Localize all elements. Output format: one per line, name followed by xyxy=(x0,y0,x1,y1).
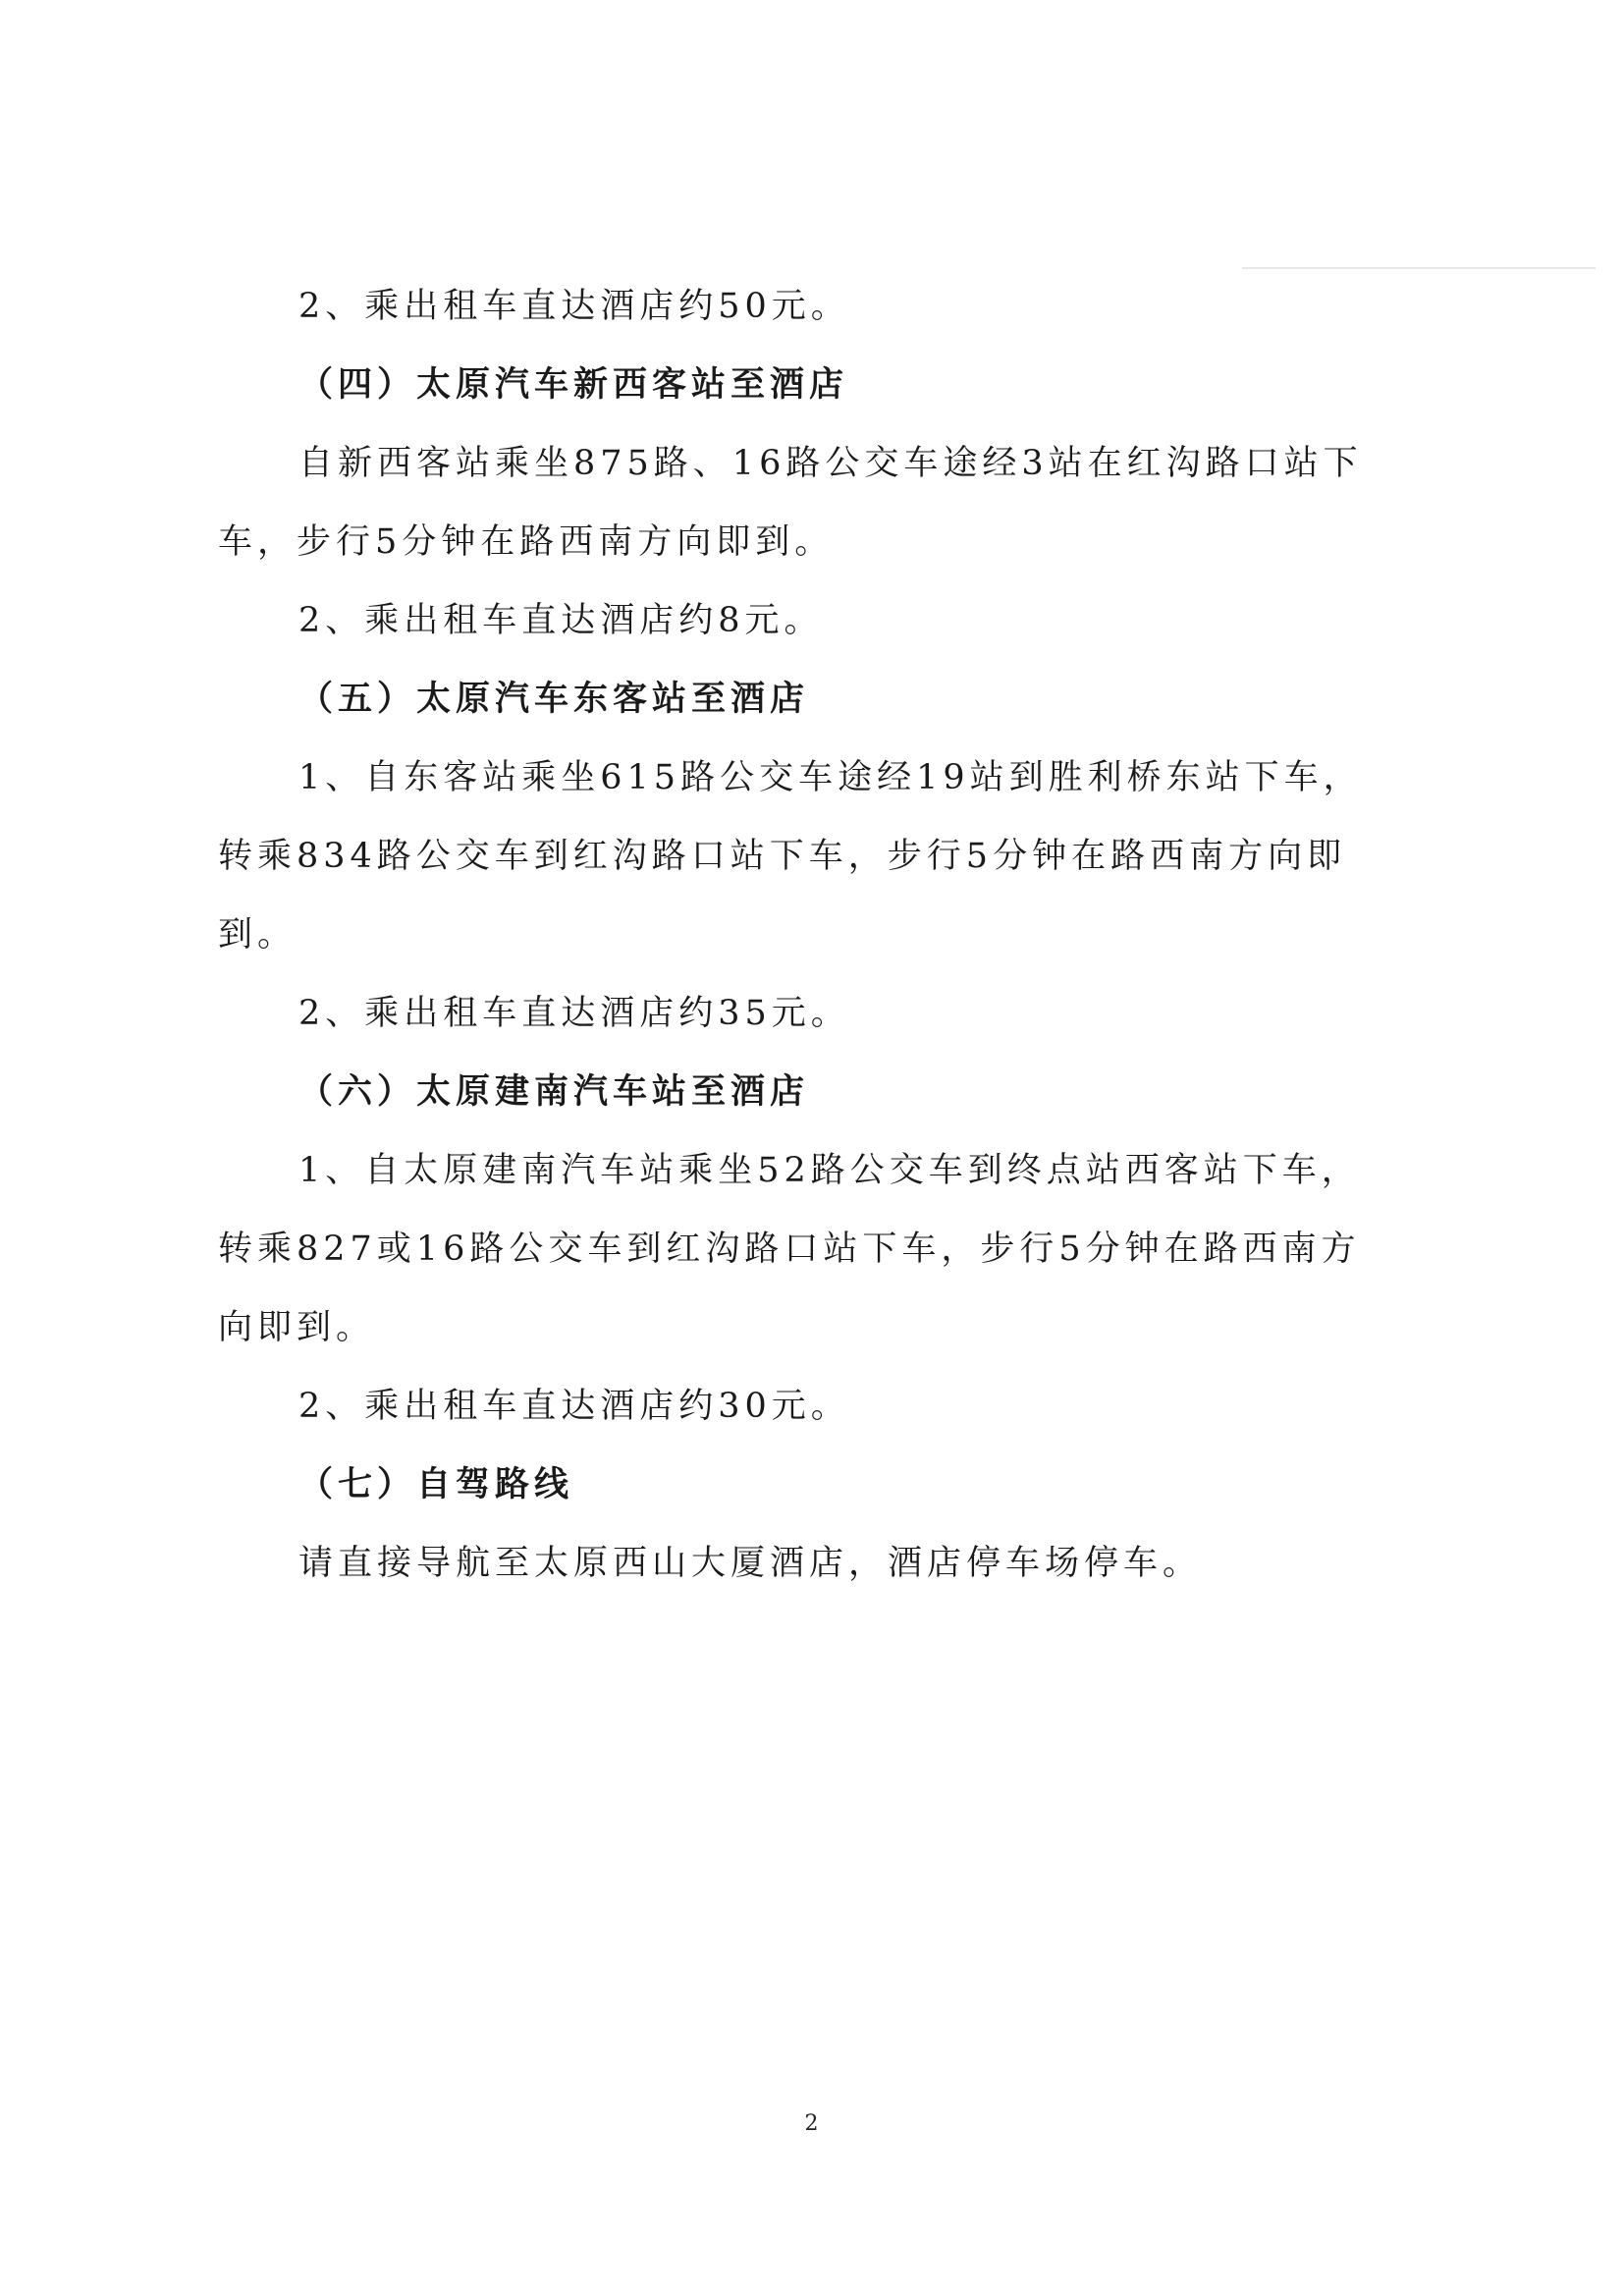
paragraph-bus-route-east: 1、自东客站乘坐615路公交车途经19站到胜利桥东站下车，转乘834路公交车到红沟路口站下车，步行5分钟在路西南方向即到。 xyxy=(218,758,1363,955)
paragraph-bus-route-jiannan: 1、自太原建南汽车站乘坐52路公交车到终点站西客站下车，转乘827或16路公交车到红沟路口站下车，步行5分钟在路西南方向即到。 xyxy=(218,1151,1361,1347)
paragraph-bus-route-west: 自新西客站乘坐875路、16路公交车途经3站在红沟路口站下车，步行5分钟在路西南方向即到。 xyxy=(218,444,1363,562)
page-number: 2 xyxy=(804,2111,819,2136)
document-body xyxy=(218,267,1377,1603)
paragraph-self-drive-instructions: 请直接导航至太原西山大厦酒店，酒店停车场停车。 xyxy=(298,1544,1203,1583)
paragraph-taxi-fare-35: 2、乘出租车直达酒店约35元。 xyxy=(298,994,850,1033)
paragraph-taxi-fare-8: 2、乘出租车直达酒店约8元。 xyxy=(298,601,824,640)
heading-east-station: （五）太原汽车东客站至酒店 xyxy=(298,680,810,719)
heading-self-drive: （七）自驾路线 xyxy=(298,1465,574,1504)
paragraph-taxi-fare-50: 2、乘出租车直达酒店约50元。 xyxy=(298,287,850,326)
heading-jiannan-station: （六）太原建南汽车站至酒店 xyxy=(298,1072,810,1112)
heading-new-west-station: （四）太原汽车新西客站至酒店 xyxy=(298,365,849,405)
paragraph-taxi-fare-30: 2、乘出租车直达酒店约30元。 xyxy=(298,1387,850,1426)
